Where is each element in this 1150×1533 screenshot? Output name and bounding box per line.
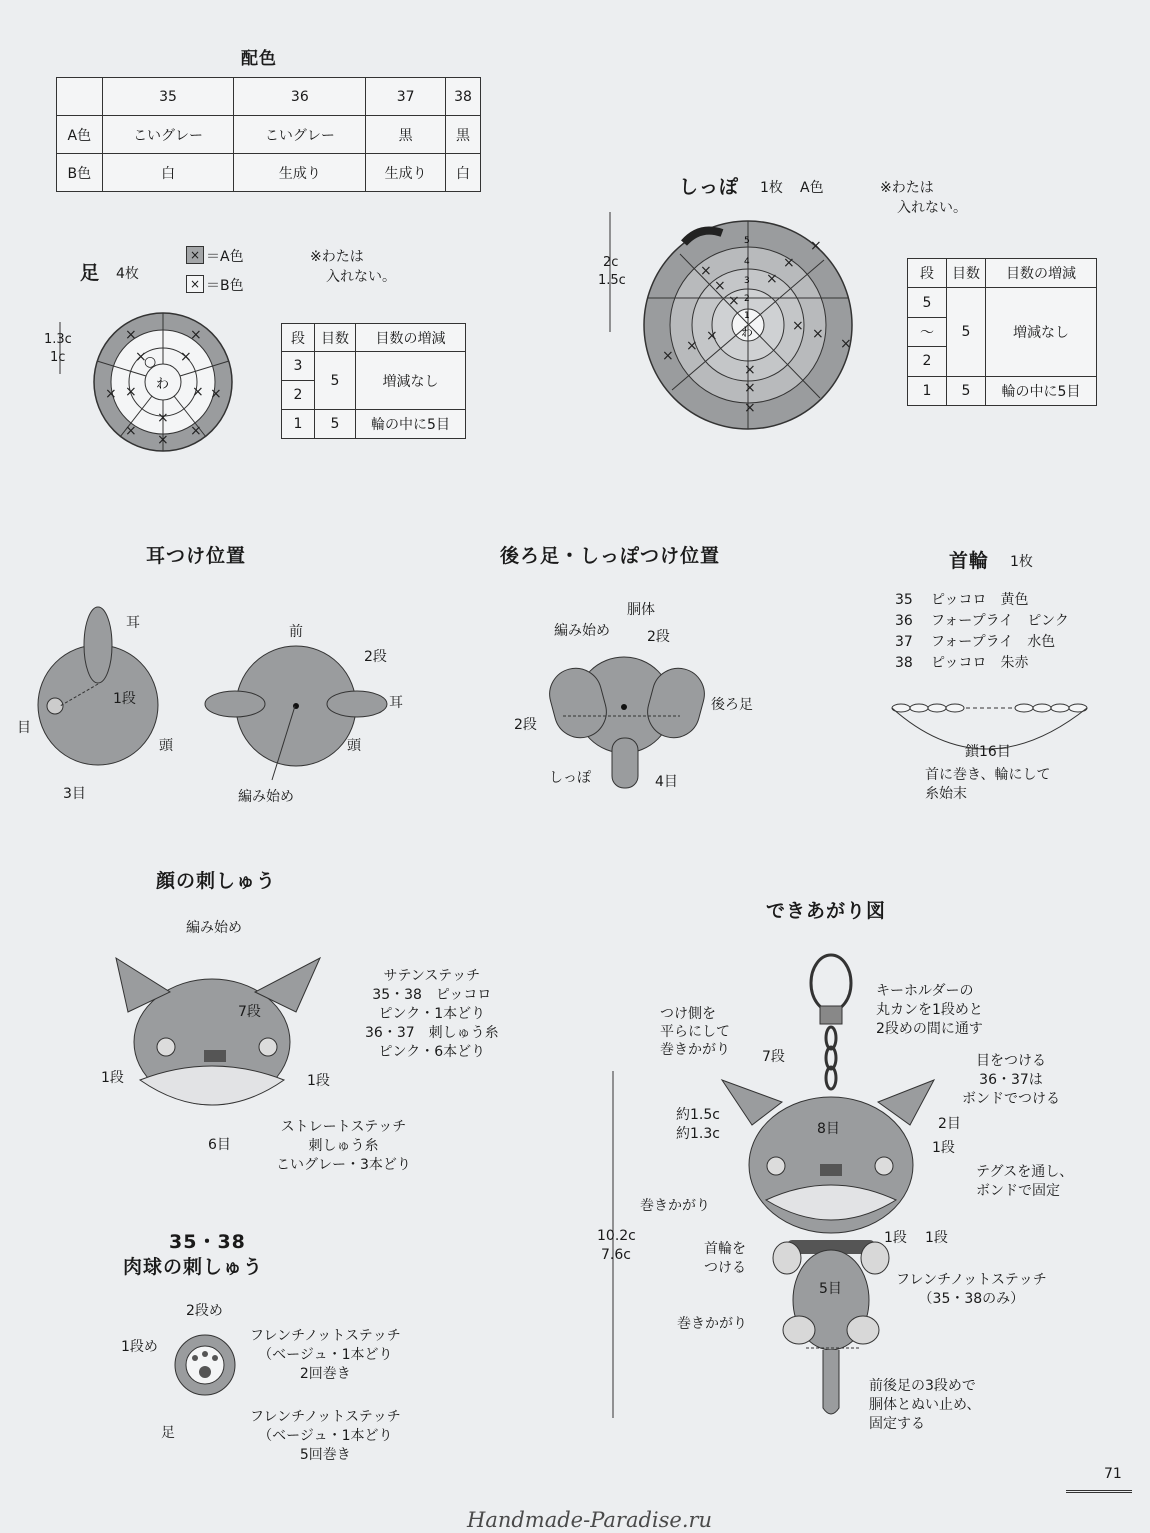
svg-text:4: 4: [744, 257, 750, 267]
foot-note-2: 入れない。: [326, 269, 396, 285]
finished-flat-note: つけ側を 平らにして 巻きかがり: [660, 1006, 730, 1058]
paw-label-foot: 足: [161, 1425, 175, 1441]
color-table-cell: 黒: [446, 116, 481, 154]
svg-text:×: ×: [190, 423, 202, 439]
back-title: 後ろ足・しっぽつけ位置: [500, 545, 721, 567]
svg-text:×: ×: [810, 238, 822, 254]
ear-label-ear2: 耳: [389, 695, 403, 711]
svg-text:×: ×: [125, 423, 137, 439]
color-table-cell: 生成り: [366, 154, 446, 192]
foot-table-header: 目数: [315, 324, 356, 352]
collar-yarn-row: 35 ピッコロ 黄色: [895, 592, 1029, 608]
collar-instruction-2: 糸始末: [925, 786, 967, 802]
color-table-cell: 生成り: [234, 154, 366, 192]
svg-text:×: ×: [192, 384, 204, 400]
tail-count: 1枚: [760, 180, 783, 196]
face-label-row7: 7段: [238, 1004, 261, 1020]
svg-text:×: ×: [706, 328, 718, 344]
foot-table-cell: 3: [282, 352, 315, 381]
ear-label-row1: 1段: [113, 691, 136, 707]
color-table-header: 35: [102, 78, 234, 116]
svg-text:×: ×: [812, 326, 824, 342]
legend-b-label: ＝B色: [206, 278, 244, 294]
foot-table-header: 段: [282, 324, 315, 352]
svg-text:わ: わ: [741, 325, 754, 339]
svg-text:×: ×: [714, 278, 726, 294]
ear-position-diagram: [38, 607, 387, 780]
finished-height-1: 10.2c: [597, 1228, 636, 1244]
ear-label-front: 前: [289, 624, 303, 640]
color-table-cell: こいグレー: [234, 116, 366, 154]
tail-size-2: 1.5c: [598, 273, 626, 288]
tail-size-1: 2c: [603, 255, 619, 270]
face-straight-note: ストレートステッチ 刺しゅう糸 こいグレー・3本どり: [276, 1119, 411, 1173]
ear-label-head2: 頭: [347, 738, 361, 754]
tail-table-header: 段: [908, 259, 947, 288]
finished-eyes-note: 目をつける 36・37は ボンドでつける: [962, 1053, 1060, 1107]
face-label-row1b: 1段: [307, 1073, 330, 1089]
face-satin-note: サテンステッチ 35・38 ピッコロ ピンク・1本どり 36・37 刺しゅう糸 ピンク・6本どり: [365, 968, 499, 1060]
svg-text:3: 3: [744, 276, 750, 286]
svg-text:×: ×: [135, 349, 147, 365]
tail-table-cell: 1: [908, 376, 947, 405]
tail-table-cell: 輪の中に5目: [986, 376, 1097, 405]
color-table-header: 38: [446, 78, 481, 116]
collar-yarn-row: 36 フォープライ ピンク: [895, 613, 1069, 629]
svg-text:×: ×: [840, 336, 852, 352]
legend-a-label: ＝A色: [206, 249, 244, 265]
foot-table-cell: 1: [282, 410, 315, 439]
svg-text:×: ×: [105, 386, 117, 402]
ear-title: 耳つけ位置: [146, 545, 247, 567]
paw-title-num: 35・38: [169, 1231, 246, 1253]
svg-text:2: 2: [744, 294, 750, 304]
foot-table-cell: 増減なし: [356, 352, 466, 410]
ear-label-eye: 目: [17, 720, 31, 736]
collar-chain-label: 鎖16目: [965, 744, 1011, 760]
footer-rule: [1066, 1490, 1132, 1503]
collar-instruction-1: 首に巻き、輪にして: [925, 767, 1051, 783]
face-diagram: [116, 958, 320, 1105]
foot-table-cell: 輪の中に5目: [356, 410, 466, 439]
svg-text:1: 1: [744, 311, 750, 321]
finished-label-whip2: 巻きかがり: [677, 1316, 747, 1332]
collar-count: 1枚: [1010, 554, 1033, 570]
legend-b-swatch: ×: [186, 275, 204, 293]
svg-text:×: ×: [700, 263, 712, 279]
svg-text:×: ×: [792, 318, 804, 334]
svg-text:×: ×: [744, 400, 756, 416]
paw-title: 肉球の刺しゅう: [123, 1256, 264, 1278]
finished-ear-size-2: 約1.3c: [676, 1126, 720, 1142]
color-table-header: 36: [234, 78, 366, 116]
collar-yarn-row: 38 ピッコロ 朱赤: [895, 655, 1029, 671]
ear-label-head: 頭: [159, 738, 173, 754]
foot-size-1: 1.3c: [44, 332, 72, 347]
svg-text:×: ×: [210, 386, 222, 402]
tail-note-1: ※わたは: [880, 180, 934, 196]
svg-text:×: ×: [783, 255, 795, 271]
svg-text:×: ×: [662, 348, 674, 364]
watermark: Handmade-Paradise.ru: [467, 1508, 713, 1532]
ear-label-row2: 2段: [364, 649, 387, 665]
back-label-hind: 後ろ足: [711, 697, 753, 713]
foot-count: 4枚: [116, 266, 139, 282]
tail-table-cell: 5: [947, 376, 986, 405]
foot-table-cell: 5: [315, 352, 356, 410]
tail-title: しっぽ: [679, 176, 740, 198]
svg-text:わ: わ: [156, 377, 170, 392]
tail-table-cell: 5: [908, 288, 947, 317]
collar-yarn-row: 37 フォープライ 水色: [895, 634, 1056, 650]
color-table-cell: 白: [102, 154, 234, 192]
finished-label-row1a: 1段: [932, 1140, 955, 1156]
foot-table-cell: 2: [282, 381, 315, 410]
back-label-tail: しっぽ: [549, 770, 591, 786]
legend-a-swatch: ×: [186, 246, 204, 264]
finished-french-note: フレンチノットステッチ （35・38のみ）: [896, 1272, 1047, 1307]
back-label-row2b: 2段: [514, 717, 537, 733]
finished-height-2: 7.6c: [601, 1247, 631, 1263]
finished-title: できあがり図: [766, 900, 887, 922]
face-label-start: 編み始め: [186, 920, 242, 936]
finished-label-2st: 2目: [938, 1116, 961, 1132]
finished-sew-note: 前後足の3段めで 胴体とぬい止め、 固定する: [869, 1378, 981, 1432]
foot-table-header: 目数の増減: [356, 324, 466, 352]
svg-text:5: 5: [744, 236, 750, 246]
tail-table-cell: 2: [908, 347, 947, 376]
tail-note-2: 入れない。: [897, 200, 967, 216]
paw-french-note-1: フレンチノットステッチ （ベージュ・1本どり 2回巻き: [250, 1328, 401, 1382]
finished-collar-note: 首輪を つける: [704, 1241, 746, 1276]
paw-french-note-2: フレンチノットステッチ （ベージュ・1本どり 5回巻き: [250, 1409, 401, 1463]
ear-label-ear: 耳: [126, 615, 140, 631]
tail-table-header: 目数の増減: [986, 259, 1097, 288]
tail-table-cell: 5: [947, 288, 986, 376]
svg-text:×: ×: [686, 338, 698, 354]
face-label-row1a: 1段: [101, 1070, 124, 1086]
svg-text:×: ×: [190, 327, 202, 343]
svg-text:×: ×: [744, 380, 756, 396]
foot-note-1: ※わたは: [310, 249, 364, 265]
paw-label-row1: 1段め: [121, 1339, 158, 1355]
ear-label-3st: 3目: [63, 786, 86, 802]
finished-label-5st: 5目: [819, 1281, 842, 1297]
collar-title: 首輪: [949, 550, 990, 572]
svg-text:×: ×: [157, 432, 169, 448]
tail-table-header: 目数: [947, 259, 986, 288]
color-table-cell: B色: [57, 154, 103, 192]
color-table-cell: A色: [57, 116, 103, 154]
paw-diagram: [175, 1335, 235, 1395]
color-table-cell: こいグレー: [102, 116, 234, 154]
svg-text:×: ×: [125, 384, 137, 400]
finished-keyholder-note: キーホルダーの 丸カンを1段めと 2段めの間に通す: [876, 983, 983, 1037]
color-table-cell: 白: [446, 154, 481, 192]
foot-table-cell: 5: [315, 410, 356, 439]
face-title: 顔の刺しゅう: [156, 870, 277, 892]
svg-text:○: ○: [144, 354, 157, 370]
foot-title: 足: [80, 262, 101, 284]
color-table-cell: 黒: [366, 116, 446, 154]
tail-table-cell: 増減なし: [986, 288, 1097, 376]
paw-label-row2: 2段め: [186, 1303, 223, 1319]
color-table-header: 37: [366, 78, 446, 116]
back-label-start: 編み始め: [554, 623, 610, 639]
finished-label-row1c: 1段: [925, 1230, 948, 1246]
foot-diagram: [60, 313, 232, 451]
back-label-4st: 4目: [655, 774, 678, 790]
back-label-body: 胴体: [627, 602, 655, 618]
back-label-row2a: 2段: [647, 629, 670, 645]
svg-text:×: ×: [744, 362, 756, 378]
page-number: 71: [1104, 1466, 1122, 1482]
tail-table-cell: 〜: [908, 317, 947, 346]
finished-tegusu-note: テグスを通し、 ボンドで固定: [976, 1164, 1074, 1199]
svg-text:×: ×: [125, 327, 137, 343]
svg-text:×: ×: [728, 293, 740, 309]
ear-label-start: 編み始め: [238, 789, 294, 805]
tail-color: A色: [800, 180, 824, 196]
svg-text:×: ×: [157, 410, 169, 426]
collar-yarn-list: [895, 590, 1069, 674]
face-label-6st: 6目: [208, 1137, 231, 1153]
finished-label-8st: 8目: [817, 1121, 840, 1137]
finished-label-row1b: 1段: [884, 1230, 907, 1246]
foot-size-2: 1c: [50, 350, 66, 365]
svg-text:×: ×: [766, 271, 778, 287]
tail-diagram: [610, 212, 852, 429]
finished-ear-size-1: 約1.5c: [676, 1107, 720, 1123]
color-table-title: 配色: [241, 49, 277, 69]
svg-text:×: ×: [180, 349, 192, 365]
finished-label-row7: 7段: [762, 1049, 785, 1065]
finished-label-whip1: 巻きかがり: [640, 1198, 710, 1214]
